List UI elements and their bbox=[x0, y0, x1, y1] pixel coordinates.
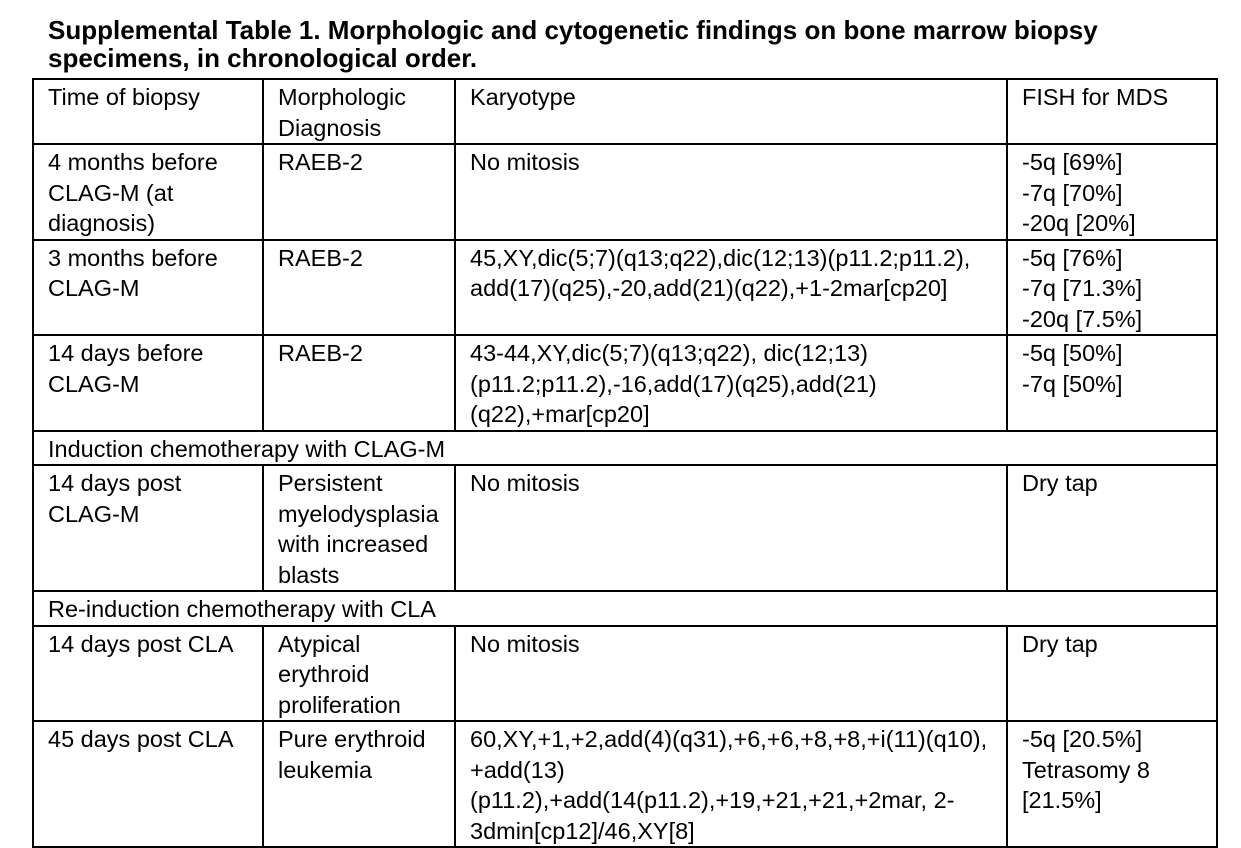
table-cell: -5q [76%] -7q [71.3%] -20q [7.5%] bbox=[1007, 240, 1217, 336]
table-row bbox=[33, 721, 1217, 847]
findings-table bbox=[32, 78, 1218, 848]
table-cell: 45 days post CLA bbox=[33, 721, 263, 847]
table-cell: -5q [50%] -7q [50%] bbox=[1007, 335, 1217, 431]
table-row bbox=[33, 626, 1217, 722]
table-cell: 60,XY,+1,+2,add(4)(q31),+6,+6,+8,+8,+i(11)(q10), +add(13)(p11.2),+add(14(p11.2),+19,+21,+21,+2mar, 2-3dmin[cp12]/46,XY[8] bbox=[455, 721, 1007, 847]
table-cell: 14 days before CLAG-M bbox=[33, 335, 263, 431]
table-cell: RAEB-2 bbox=[263, 240, 455, 336]
table-title: Supplemental Table 1. Morphologic and cytogenetic findings on bone marrow biopsy specimens, in chronological order. bbox=[48, 15, 1098, 73]
header-cell: FISH for MDS bbox=[1007, 79, 1217, 144]
section-row bbox=[33, 431, 1217, 466]
table-cell: 14 days post CLA bbox=[33, 626, 263, 722]
table-cell: RAEB-2 bbox=[263, 335, 455, 431]
table-cell: Persistent myelodysplasia with increased blasts bbox=[263, 465, 455, 591]
table-cell: -5q [69%] -7q [70%] -20q [20%] bbox=[1007, 144, 1217, 240]
table-cell: Dry tap bbox=[1007, 465, 1217, 591]
table-cell: 45,XY,dic(5;7)(q13;q22),dic(12;13)(p11.2;p11.2), add(17)(q25),-20,add(21)(q22),+1-2mar[cp20] bbox=[455, 240, 1007, 336]
section-row bbox=[33, 591, 1217, 626]
table-cell: -5q [20.5%] Tetrasomy 8 [21.5%] bbox=[1007, 721, 1217, 847]
table-cell: No mitosis bbox=[455, 144, 1007, 240]
table-row bbox=[33, 465, 1217, 591]
table-cell: No mitosis bbox=[455, 626, 1007, 722]
section-label: Induction chemotherapy with CLAG-M bbox=[33, 431, 1217, 466]
header-cell: Time of biopsy bbox=[33, 79, 263, 144]
table-cell: Dry tap bbox=[1007, 626, 1217, 722]
header-row bbox=[33, 79, 1217, 144]
table-cell: No mitosis bbox=[455, 465, 1007, 591]
table-row bbox=[33, 240, 1217, 336]
table-cell: 43-44,XY,dic(5;7)(q13;q22), dic(12;13)(p11.2;p11.2),-16,add(17)(q25),add(21)(q22),+mar[cp20] bbox=[455, 335, 1007, 431]
table-row bbox=[33, 335, 1217, 431]
table-cell: Pure erythroid leukemia bbox=[263, 721, 455, 847]
header-cell: Karyotype bbox=[455, 79, 1007, 144]
table-cell: RAEB-2 bbox=[263, 144, 455, 240]
header-cell: Morphologic Diagnosis bbox=[263, 79, 455, 144]
table-cell: 4 months before CLAG-M (at diagnosis) bbox=[33, 144, 263, 240]
table-cell: 14 days post CLAG-M bbox=[33, 465, 263, 591]
table-cell: 3 months before CLAG-M bbox=[33, 240, 263, 336]
table-row bbox=[33, 144, 1217, 240]
section-label: Re-induction chemotherapy with CLA bbox=[33, 591, 1217, 626]
table-cell: Atypical erythroid proliferation bbox=[263, 626, 455, 722]
